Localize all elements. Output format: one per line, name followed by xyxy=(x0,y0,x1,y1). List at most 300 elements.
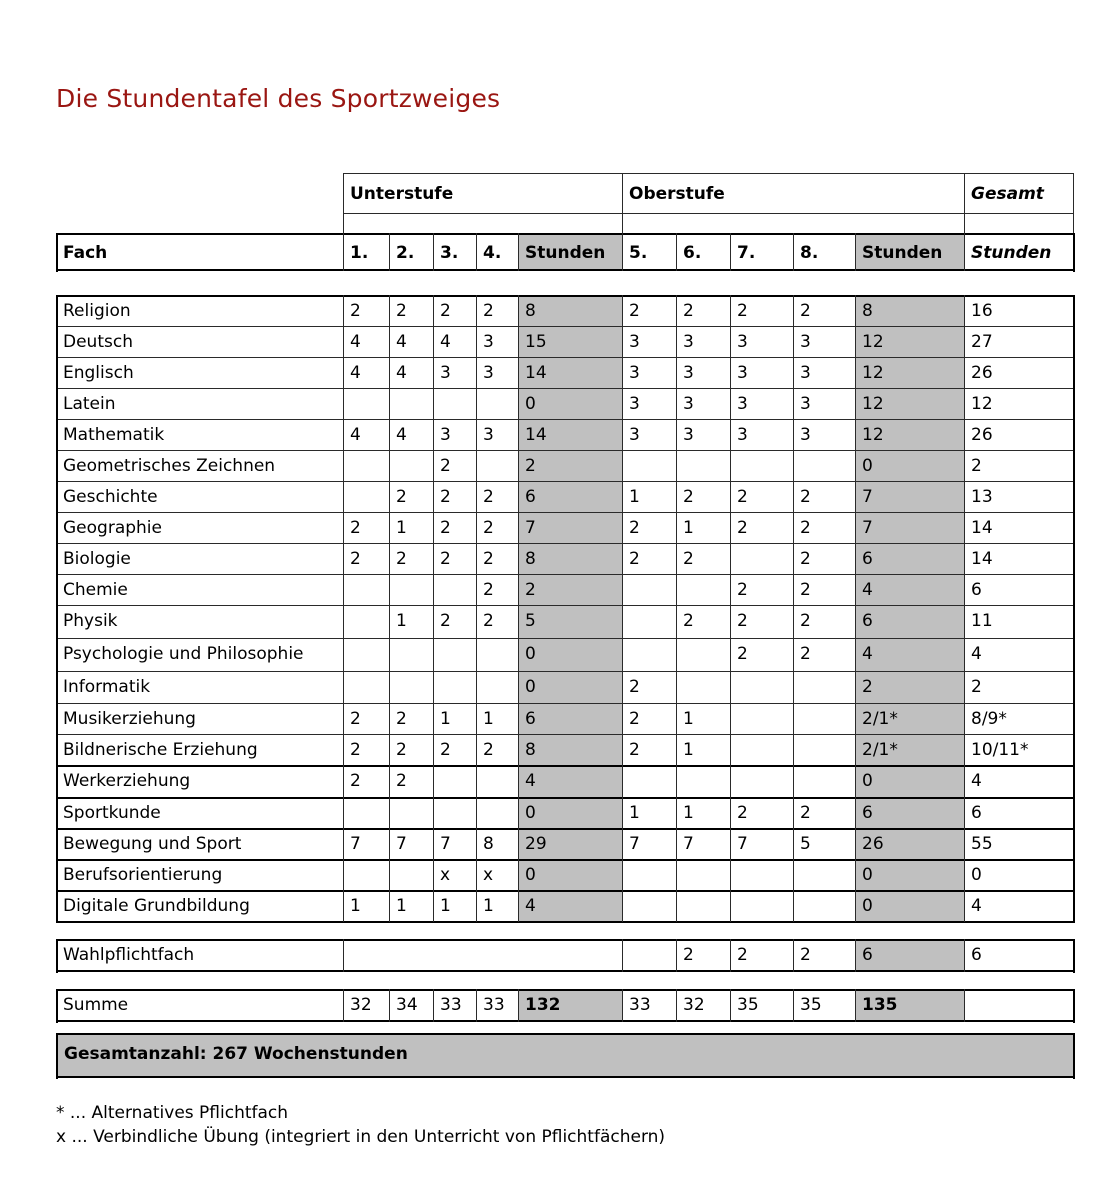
rule-line xyxy=(343,989,344,1022)
table-cell: 1 xyxy=(683,803,694,823)
rule-line xyxy=(676,989,677,1022)
rule-line xyxy=(56,450,1074,451)
subject-name: Berufsorientierung xyxy=(63,865,223,885)
subject-name: Sportkunde xyxy=(63,803,161,823)
table-cell: 7 xyxy=(396,834,407,854)
rule-line xyxy=(389,233,390,271)
rule-line xyxy=(56,326,1074,327)
table-cell: 3 xyxy=(440,363,451,383)
footnote-alternative: * ... Alternatives Pflichtfach xyxy=(56,1103,289,1123)
table-cell: 3 xyxy=(800,363,811,383)
table-cell xyxy=(793,890,855,921)
table-cell: 2 xyxy=(737,487,748,507)
table-cell: 3 xyxy=(683,332,694,352)
table-cell: 6 xyxy=(518,481,622,512)
col-header-1: 1. xyxy=(350,243,369,263)
table-cell xyxy=(389,797,433,828)
table-cell: 1 xyxy=(683,518,694,538)
table-cell: 12 xyxy=(855,357,964,388)
table-cell: 2/1* xyxy=(855,734,964,765)
table-cell: 13 xyxy=(971,487,993,507)
table-cell xyxy=(622,939,676,971)
subject-name: Deutsch xyxy=(63,332,133,352)
table-cell: 2 xyxy=(440,487,451,507)
table-cell xyxy=(343,388,389,419)
table-cell: 8 xyxy=(855,295,964,326)
table-cell: 6 xyxy=(855,939,964,971)
rule-line xyxy=(793,233,794,271)
table-cell: 14 xyxy=(518,357,622,388)
rule-line xyxy=(855,989,856,1022)
table-cell: 2 xyxy=(350,301,361,321)
table-cell: 32 xyxy=(683,995,705,1015)
table-cell: 2 xyxy=(737,301,748,321)
table-cell xyxy=(730,543,793,574)
col-header-11: Stunden xyxy=(971,243,1052,263)
table-cell: 2 xyxy=(350,771,361,791)
table-cell: 2 xyxy=(483,487,494,507)
table-cell: 1 xyxy=(396,518,407,538)
table-cell: 3 xyxy=(629,332,640,352)
table-cell: 2 xyxy=(683,301,694,321)
table-cell: 2 xyxy=(396,487,407,507)
rule-line xyxy=(56,989,58,1023)
rule-line xyxy=(793,989,794,1022)
table-cell: 3 xyxy=(629,425,640,445)
total-hours-bar: Gesamtanzahl: 267 Wochenstunden xyxy=(56,1033,1073,1077)
table-cell xyxy=(676,765,730,797)
rule-line xyxy=(343,295,344,922)
rule-line xyxy=(676,939,677,972)
table-cell: 2 xyxy=(440,611,451,631)
subject-name: Mathematik xyxy=(63,425,165,445)
table-cell: 2 xyxy=(440,740,451,760)
table-cell xyxy=(730,734,793,765)
rule-line xyxy=(389,295,390,922)
table-cell: x xyxy=(440,865,451,885)
group-gesamt: Gesamt xyxy=(971,184,1044,204)
rule-line xyxy=(433,989,434,1022)
table-cell xyxy=(730,703,793,734)
table-cell: 14 xyxy=(971,518,993,538)
table-cell: 2 xyxy=(396,771,407,791)
table-cell: 0 xyxy=(855,450,964,481)
table-cell xyxy=(389,859,433,890)
table-cell: 7 xyxy=(683,834,694,854)
table-cell: 1 xyxy=(440,896,451,916)
table-cell: 0 xyxy=(518,797,622,828)
col-header-5: Stunden xyxy=(518,233,622,270)
table-cell: 2 xyxy=(483,518,494,538)
rule-line xyxy=(56,1020,1075,1022)
table-cell: 27 xyxy=(971,332,993,352)
table-cell: 12 xyxy=(855,388,964,419)
table-cell xyxy=(343,671,389,703)
rule-line xyxy=(676,295,677,922)
table-cell: 2 xyxy=(800,518,811,538)
rule-line xyxy=(56,989,1075,991)
table-cell: 6 xyxy=(971,803,982,823)
table-cell: 4 xyxy=(396,425,407,445)
rule-line xyxy=(518,295,519,922)
table-cell: 4 xyxy=(971,644,982,664)
col-header-8: 7. xyxy=(737,243,756,263)
table-cell: 2 xyxy=(800,549,811,569)
rule-line xyxy=(56,357,1074,358)
table-cell xyxy=(676,890,730,921)
rule-line xyxy=(622,173,623,234)
table-cell: 2 xyxy=(683,487,694,507)
table-cell xyxy=(389,638,433,671)
table-cell: 2/1* xyxy=(855,703,964,734)
table-cell: 2 xyxy=(629,518,640,538)
table-cell xyxy=(389,388,433,419)
table-cell xyxy=(433,797,476,828)
rule-line xyxy=(56,890,1075,892)
table-cell: 2 xyxy=(396,709,407,729)
table-cell xyxy=(433,671,476,703)
table-cell: 4 xyxy=(396,332,407,352)
table-cell xyxy=(676,450,730,481)
table-cell: 2 xyxy=(440,518,451,538)
rule-line xyxy=(56,1076,1075,1078)
table-cell: 32 xyxy=(350,995,372,1015)
col-header-10: Stunden xyxy=(855,233,964,270)
rule-line xyxy=(730,295,731,922)
rule-line xyxy=(56,481,1074,482)
table-cell: 7 xyxy=(855,512,964,543)
rule-line xyxy=(56,921,1075,923)
subject-name: Physik xyxy=(63,611,118,631)
table-cell: 7 xyxy=(440,834,451,854)
subject-name: Digitale Grundbildung xyxy=(63,896,250,916)
rule-line xyxy=(56,703,1074,704)
table-cell: 26 xyxy=(971,425,993,445)
table-cell: 2 xyxy=(800,803,811,823)
table-cell: 35 xyxy=(737,995,759,1015)
table-cell: 2 xyxy=(629,709,640,729)
table-cell xyxy=(476,638,518,671)
table-cell: 3 xyxy=(683,394,694,414)
rule-line xyxy=(56,605,1074,606)
table-cell: 6 xyxy=(971,580,982,600)
rule-line xyxy=(518,989,519,1022)
table-cell xyxy=(730,450,793,481)
table-cell: 3 xyxy=(737,363,748,383)
subject-name: Musikerziehung xyxy=(63,709,196,729)
table-cell xyxy=(622,765,676,797)
table-cell: 0 xyxy=(855,890,964,921)
table-cell xyxy=(730,890,793,921)
rule-line xyxy=(622,939,623,972)
group-oberstufe: Oberstufe xyxy=(629,184,725,204)
rule-line xyxy=(476,295,477,922)
table-cell: 35 xyxy=(800,995,822,1015)
table-cell: 1 xyxy=(683,740,694,760)
table-cell: 1 xyxy=(350,896,361,916)
table-cell: 2 xyxy=(483,301,494,321)
table-cell: 2 xyxy=(518,450,622,481)
table-cell: 2 xyxy=(683,611,694,631)
rule-line xyxy=(56,859,1075,861)
rule-line xyxy=(476,233,477,271)
table-cell: 2 xyxy=(629,549,640,569)
rule-line xyxy=(730,939,731,972)
rule-line xyxy=(1073,989,1075,1023)
table-cell xyxy=(793,450,855,481)
table-cell xyxy=(389,450,433,481)
table-cell xyxy=(476,388,518,419)
rule-line xyxy=(964,295,965,922)
table-cell: 26 xyxy=(855,828,964,859)
rule-line xyxy=(433,295,434,922)
table-cell xyxy=(476,797,518,828)
subject-name: Religion xyxy=(63,301,131,321)
table-cell: 0 xyxy=(855,859,964,890)
table-cell: 2 xyxy=(971,677,982,697)
rule-line xyxy=(56,671,1074,672)
rule-line xyxy=(476,989,477,1022)
table-cell: 12 xyxy=(971,394,993,414)
table-cell: 3 xyxy=(629,394,640,414)
table-cell: 1 xyxy=(683,709,694,729)
table-cell: 15 xyxy=(518,326,622,357)
table-cell: 1 xyxy=(440,709,451,729)
table-cell: 4 xyxy=(518,765,622,797)
rule-line xyxy=(56,638,1074,639)
sum-label: Summe xyxy=(63,995,129,1015)
col-header-3: 3. xyxy=(440,243,459,263)
rule-line xyxy=(56,734,1074,735)
table-cell xyxy=(730,859,793,890)
table-cell xyxy=(622,638,676,671)
table-cell: 3 xyxy=(737,332,748,352)
table-cell: 0 xyxy=(518,671,622,703)
table-cell xyxy=(793,859,855,890)
table-cell: 2 xyxy=(737,580,748,600)
rule-line xyxy=(855,939,856,972)
table-cell: 1 xyxy=(629,803,640,823)
rule-line xyxy=(730,233,731,271)
table-cell: 0 xyxy=(518,638,622,671)
table-cell: 3 xyxy=(440,425,451,445)
table-cell: 7 xyxy=(629,834,640,854)
table-cell xyxy=(433,638,476,671)
table-cell: 2 xyxy=(518,574,622,605)
table-cell xyxy=(433,388,476,419)
table-cell: 3 xyxy=(800,332,811,352)
rule-line xyxy=(518,233,519,271)
table-cell xyxy=(343,638,389,671)
table-cell: 2 xyxy=(483,549,494,569)
rule-line xyxy=(56,269,1075,271)
table-cell: 3 xyxy=(683,425,694,445)
table-cell: 4 xyxy=(518,890,622,921)
table-cell: 8 xyxy=(518,543,622,574)
table-cell: 4 xyxy=(350,425,361,445)
table-cell: 2 xyxy=(800,301,811,321)
table-cell: 2 xyxy=(350,518,361,538)
table-cell: 33 xyxy=(483,995,505,1015)
table-cell: 1 xyxy=(629,487,640,507)
table-cell: 7 xyxy=(737,834,748,854)
rule-line xyxy=(433,233,434,271)
table-cell: 3 xyxy=(737,394,748,414)
rule-line xyxy=(964,173,965,234)
subject-name: Geometrisches Zeichnen xyxy=(63,456,276,476)
table-cell: 4 xyxy=(440,332,451,352)
table-cell: x xyxy=(483,865,494,885)
table-cell: 3 xyxy=(483,363,494,383)
rule-line xyxy=(56,295,1075,297)
table-cell: 0 xyxy=(518,388,622,419)
rule-line xyxy=(855,233,856,271)
rule-line xyxy=(56,1033,58,1079)
table-cell xyxy=(343,939,622,971)
table-cell: 6 xyxy=(855,605,964,638)
table-cell: 2 xyxy=(971,456,982,476)
table-cell: 2 xyxy=(800,945,811,965)
table-cell: 0 xyxy=(971,865,982,885)
table-cell: 26 xyxy=(971,363,993,383)
table-cell: 7 xyxy=(855,481,964,512)
table-cell xyxy=(343,450,389,481)
rule-line xyxy=(56,970,1075,972)
col-header-9: 8. xyxy=(800,243,819,263)
rule-line xyxy=(56,388,1074,389)
rule-line xyxy=(964,939,965,972)
rule-line xyxy=(56,1033,1075,1035)
table-cell: 2 xyxy=(483,611,494,631)
table-cell: 4 xyxy=(971,771,982,791)
table-cell: 2 xyxy=(483,740,494,760)
table-cell: 4 xyxy=(855,638,964,671)
table-cell: 2 xyxy=(737,518,748,538)
table-cell: 1 xyxy=(396,611,407,631)
table-cell: 2 xyxy=(440,301,451,321)
rule-line xyxy=(56,939,58,973)
rule-line xyxy=(1073,295,1075,923)
table-cell: 4 xyxy=(855,574,964,605)
col-header-4: 4. xyxy=(483,243,502,263)
table-cell xyxy=(476,671,518,703)
table-cell: 33 xyxy=(629,995,651,1015)
rule-line xyxy=(56,295,58,923)
footnotes xyxy=(56,1101,665,1149)
table-cell xyxy=(343,859,389,890)
table-cell: 2 xyxy=(440,456,451,476)
subject-name: Englisch xyxy=(63,363,134,383)
table-cell: 2 xyxy=(855,671,964,703)
table-cell: 12 xyxy=(855,326,964,357)
rule-line xyxy=(56,419,1074,420)
table-cell: 11 xyxy=(971,611,993,631)
table-cell xyxy=(622,574,676,605)
rule-line xyxy=(855,295,856,922)
subject-name: Psychologie und Philosophie xyxy=(63,644,304,664)
table-cell xyxy=(622,605,676,638)
table-cell: 4 xyxy=(396,363,407,383)
rule-line xyxy=(56,512,1074,513)
table-cell xyxy=(676,574,730,605)
table-cell: 2 xyxy=(737,611,748,631)
table-cell: 1 xyxy=(483,896,494,916)
table-cell xyxy=(476,765,518,797)
table-cell: 2 xyxy=(683,945,694,965)
subject-name: Geschichte xyxy=(63,487,158,507)
table-cell: 2 xyxy=(629,677,640,697)
table-cell: 6 xyxy=(971,945,982,965)
subject-name: Werkerziehung xyxy=(63,771,191,791)
table-cell: 5 xyxy=(518,605,622,638)
rule-line xyxy=(1073,1033,1075,1079)
table-cell xyxy=(793,703,855,734)
rule-line xyxy=(343,939,344,972)
table-cell: 2 xyxy=(350,740,361,760)
table-cell: 4 xyxy=(971,896,982,916)
table-cell: 8 xyxy=(483,834,494,854)
table-cell: 3 xyxy=(800,425,811,445)
table-cell: 2 xyxy=(396,549,407,569)
table-cell xyxy=(793,765,855,797)
table-cell xyxy=(622,450,676,481)
table-cell xyxy=(343,605,389,638)
table-cell: 3 xyxy=(737,425,748,445)
rule-line xyxy=(56,939,1075,941)
table-cell: 2 xyxy=(683,549,694,569)
table-cell: 2 xyxy=(396,301,407,321)
table-cell xyxy=(730,765,793,797)
table-cell: 29 xyxy=(518,828,622,859)
table-cell xyxy=(622,859,676,890)
table-cell xyxy=(730,671,793,703)
table-cell: 14 xyxy=(971,549,993,569)
col-header-fach: Fach xyxy=(63,243,108,263)
subject-name: Bildnerische Erziehung xyxy=(63,740,258,760)
table-cell: 8 xyxy=(518,734,622,765)
table-cell: 2 xyxy=(629,301,640,321)
table-cell: 0 xyxy=(855,765,964,797)
table-cell: 2 xyxy=(396,740,407,760)
rule-line xyxy=(56,574,1074,575)
table-cell: 3 xyxy=(483,425,494,445)
table-cell xyxy=(793,734,855,765)
rule-line xyxy=(793,939,794,972)
table-cell xyxy=(433,765,476,797)
sum-total: 135 xyxy=(855,989,964,1021)
timetable xyxy=(56,172,1073,1077)
rule-line xyxy=(793,295,794,922)
table-cell: 7 xyxy=(350,834,361,854)
footnote-verbindliche-uebung: x ... Verbindliche Übung (integriert in den Unterricht von Pflichtfächern) xyxy=(56,1127,666,1147)
table-cell xyxy=(676,638,730,671)
table-cell: 0 xyxy=(518,859,622,890)
table-cell: 2 xyxy=(800,487,811,507)
subject-name: Chemie xyxy=(63,580,128,600)
table-cell xyxy=(343,797,389,828)
table-cell: 2 xyxy=(737,803,748,823)
table-cell: 3 xyxy=(629,363,640,383)
col-header-7: 6. xyxy=(683,243,702,263)
table-cell xyxy=(389,671,433,703)
table-cell: 16 xyxy=(971,301,993,321)
table-cell xyxy=(676,859,730,890)
col-header-6: 5. xyxy=(629,243,648,263)
group-unterstufe: Unterstufe xyxy=(350,184,454,204)
rule-line xyxy=(389,989,390,1022)
table-cell xyxy=(433,574,476,605)
rule-line xyxy=(1073,233,1075,272)
